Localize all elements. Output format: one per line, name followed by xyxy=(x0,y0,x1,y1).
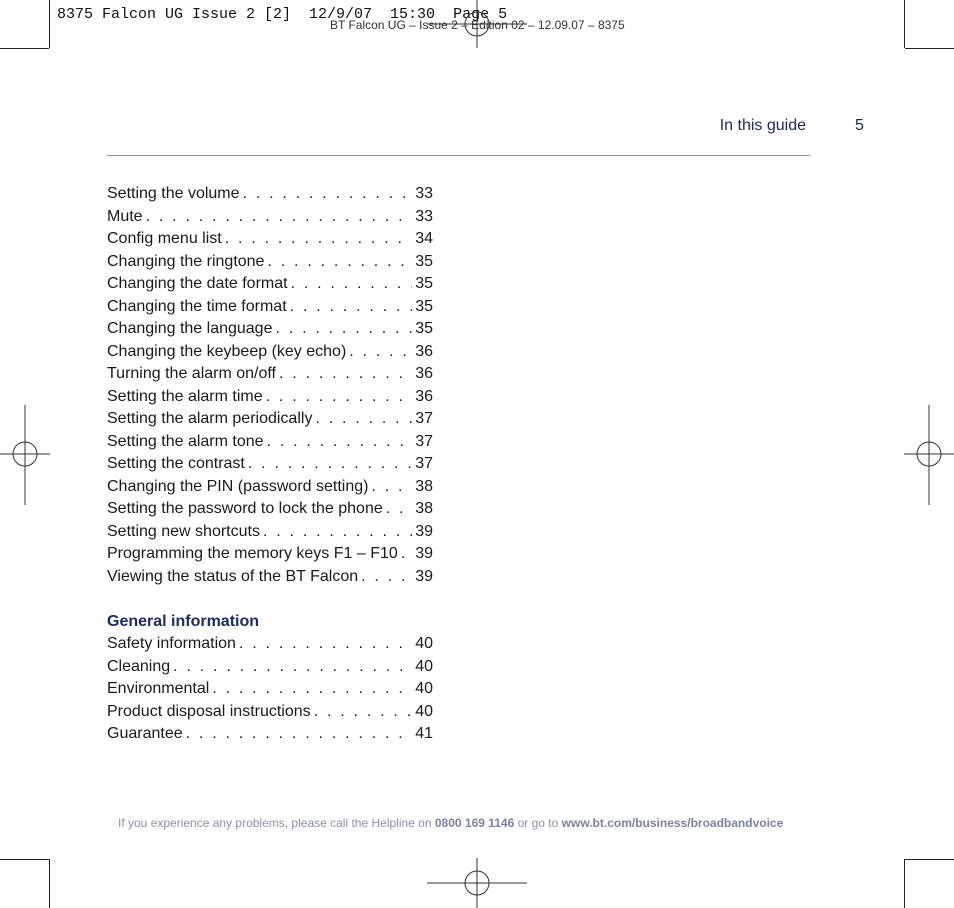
toc-entry[interactable] xyxy=(107,206,433,229)
leader-dots xyxy=(349,341,412,364)
toc-entry-page: 35 xyxy=(415,252,433,270)
leader-dots xyxy=(186,723,413,746)
toc-entry-title: Setting the contrast xyxy=(107,455,245,472)
toc-entry-title: Cleaning xyxy=(107,657,171,675)
toc-entry-page: 39 xyxy=(415,567,433,585)
crop-mark-tr-h xyxy=(905,48,954,49)
toc-entry-page: 40 xyxy=(415,702,433,720)
leader-dots xyxy=(315,408,412,431)
toc-entry-title: Product disposal instructions xyxy=(107,702,311,720)
toc-entry-title: Viewing the status of the BT Falcon xyxy=(107,567,359,585)
crop-mark-tr-v xyxy=(904,0,905,48)
header-rule xyxy=(107,155,810,156)
leader-dots xyxy=(314,701,413,724)
toc-entry[interactable] xyxy=(107,408,433,431)
toc-entry[interactable] xyxy=(107,273,433,296)
toc-entry[interactable] xyxy=(107,363,433,386)
leader-dots xyxy=(225,228,412,251)
toc-entry-title: Mute xyxy=(107,207,143,225)
leader-dots xyxy=(267,431,413,454)
toc-entry-title: Safety information xyxy=(107,635,236,652)
toc-entry-title: Changing the language xyxy=(107,320,273,337)
registration-mark-right-icon xyxy=(904,405,954,505)
toc-entry[interactable] xyxy=(107,498,433,521)
crop-mark-br-h xyxy=(905,859,954,860)
toc-entry-page: 37 xyxy=(415,410,433,427)
toc-entry[interactable] xyxy=(107,183,433,206)
leader-dots xyxy=(275,318,412,341)
page-number: 5 xyxy=(855,117,864,134)
leader-dots xyxy=(263,521,412,544)
crop-mark-tl-v xyxy=(49,0,50,48)
leader-dots xyxy=(386,498,412,521)
toc-entry[interactable] xyxy=(107,228,433,251)
toc-entry-page: 34 xyxy=(415,230,433,247)
toc-entry[interactable] xyxy=(107,678,433,701)
toc-entry[interactable] xyxy=(107,296,433,319)
toc-entry-page: 37 xyxy=(415,455,433,472)
print-slug-overlay: BT Falcon UG – Issue 2 – Edition 02 – 12.09.07 – 8375 xyxy=(330,18,625,32)
toc-entry-title: Programming the memory keys F1 – F10 xyxy=(107,545,398,562)
toc-entry-title: Guarantee xyxy=(107,725,183,742)
toc-entry-page: 40 xyxy=(415,635,433,652)
toc-entry[interactable] xyxy=(107,543,433,566)
toc-entry-page: 40 xyxy=(415,680,433,697)
leader-dots xyxy=(239,633,412,656)
toc-entry-title: Changing the PIN (password setting) xyxy=(107,477,369,495)
toc-entry-title: Changing the ringtone xyxy=(107,252,265,270)
toc-entry-title: Setting the alarm periodically xyxy=(107,410,313,427)
leader-dots xyxy=(243,183,413,206)
toc-entry[interactable] xyxy=(107,431,433,454)
toc-entry-page: 36 xyxy=(415,365,433,382)
toc-entry[interactable] xyxy=(107,453,433,476)
toc-entry-page: 35 xyxy=(415,320,433,337)
leader-dots xyxy=(371,476,412,499)
table-of-contents xyxy=(107,183,433,746)
toc-entry-page: 33 xyxy=(415,185,433,202)
toc-entry[interactable] xyxy=(107,341,433,364)
toc-entry-title: Changing the date format xyxy=(107,275,288,292)
toc-entry-title: Changing the time format xyxy=(107,297,287,315)
toc-entry-page: 38 xyxy=(415,500,433,517)
toc-entry-page: 40 xyxy=(415,657,433,675)
toc-entry-page: 38 xyxy=(415,477,433,495)
leader-dots xyxy=(248,453,412,476)
toc-entry[interactable] xyxy=(107,521,433,544)
toc-entry[interactable] xyxy=(107,633,433,656)
leader-dots xyxy=(173,656,412,679)
toc-entry-page: 35 xyxy=(415,297,433,315)
toc-entry-title: Changing the keybeep (key echo) xyxy=(107,342,347,360)
toc-entry-title: Setting the password to lock the phone xyxy=(107,500,383,517)
toc-entry-title: Turning the alarm on/off xyxy=(107,365,276,382)
toc-entry-page: 39 xyxy=(415,545,433,562)
crop-mark-bl-h xyxy=(0,859,49,860)
helpline-phone: 0800 169 1146 xyxy=(434,816,515,830)
toc-entry[interactable] xyxy=(107,386,433,409)
toc-entry-page: 33 xyxy=(415,207,433,225)
toc-entry-title: Config menu list xyxy=(107,230,222,247)
toc-entry[interactable] xyxy=(107,318,433,341)
toc-entry[interactable] xyxy=(107,701,433,724)
running-header-title: In this guide xyxy=(719,117,806,134)
toc-entry-title: Setting the alarm time xyxy=(107,387,263,405)
crop-mark-tl-h xyxy=(0,48,49,49)
leader-dots xyxy=(266,386,413,409)
leader-dots xyxy=(279,363,412,386)
toc-entry-title: Setting the volume xyxy=(107,185,240,202)
toc-entry-title: Environmental xyxy=(107,680,210,697)
leader-dots xyxy=(146,206,413,229)
toc-entry[interactable] xyxy=(107,251,433,274)
print-slug: 8375 Falcon UG Issue 2 [2] 12/9/07 15:30 Page 5 xyxy=(57,6,508,23)
leader-dots xyxy=(212,678,412,701)
leader-dots xyxy=(267,251,412,274)
toc-entry-title: Setting new shortcuts xyxy=(107,522,260,540)
toc-entry[interactable] xyxy=(107,566,433,589)
toc-entry[interactable] xyxy=(107,476,433,499)
footer-middle: or go to xyxy=(514,816,562,830)
toc-entry-page: 36 xyxy=(415,342,433,360)
leader-dots xyxy=(290,296,413,319)
registration-mark-top-icon xyxy=(427,0,527,50)
toc-entry-page: 37 xyxy=(415,432,433,450)
registration-mark-bottom-icon xyxy=(427,858,527,908)
toc-entry-page: 36 xyxy=(415,387,433,405)
registration-mark-left-icon xyxy=(0,405,50,505)
toc-entry-title: Setting the alarm tone xyxy=(107,432,264,450)
toc-entry[interactable] xyxy=(107,723,433,746)
toc-entry-page: 39 xyxy=(415,522,433,540)
section-heading-general-information[interactable]: General information xyxy=(107,612,260,630)
crop-mark-br-v xyxy=(904,859,905,908)
leader-dots xyxy=(291,273,413,296)
leader-dots xyxy=(401,543,412,566)
crop-mark-bl-v xyxy=(49,859,50,908)
helpline-url-link[interactable]: www.bt.com/business/broadbandvoice xyxy=(561,816,784,830)
toc-entry-page: 41 xyxy=(415,725,433,742)
helpline-footer xyxy=(118,816,783,830)
leader-dots xyxy=(361,566,412,589)
toc-entry[interactable] xyxy=(107,656,433,679)
footer-prefix: If you experience any problems, please call the Helpline on xyxy=(118,816,435,830)
toc-entry-page: 35 xyxy=(415,275,433,292)
